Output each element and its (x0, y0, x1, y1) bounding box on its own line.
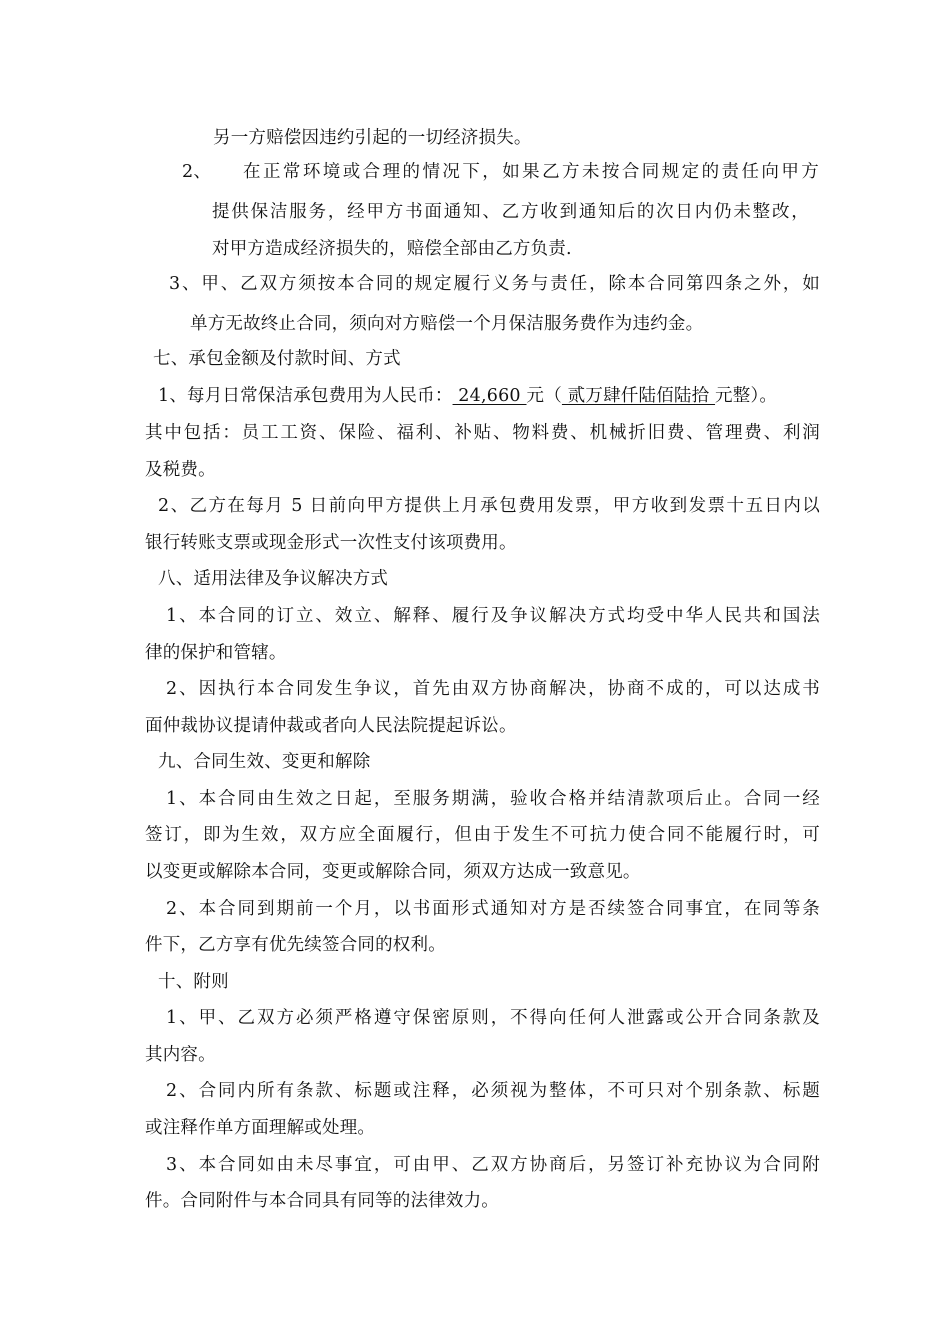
clause-9-1-line-3: 以变更或解除本合同，变更或解除合同，须双方达成一致意见。 (145, 862, 641, 882)
clause-9-2-line-2: 件下，乙方享有优先续签合同的权利。 (145, 935, 446, 955)
clause-7-1-end: 元整）。 (715, 386, 778, 406)
clause-10-2-line-2: 或注释作单方面理解或处理。 (145, 1118, 376, 1138)
clause-6-2-line-2: 提供保洁服务，经甲方书面通知、乙方收到通知后的次日内仍未整改， (212, 202, 809, 222)
section-7-heading: 七、承包金额及付款时间、方式 (153, 349, 401, 369)
clause-10-1-line-1: 1、甲、乙双方必须严格遵守保密原则，不得向任何人泄露或公开合同条款及 (166, 1008, 820, 1028)
clause-10-2-line-1: 2、合同内所有条款、标题或注释，必须视为整体，不可只对个别条款、标题 (166, 1081, 820, 1101)
section-9-heading: 九、合同生效、变更和解除 (158, 752, 371, 772)
clause-10-1-line-2: 其内容。 (145, 1045, 216, 1065)
clause-6-1-continuation: 另一方赔偿因违约引起的一切经济损失。 (213, 128, 532, 148)
clause-10-3-line-1: 3、本合同如由未尽事宜，可由甲、乙双方协商后，另签订补充协议为合同附 (166, 1155, 820, 1175)
clause-7-1-unit: 元（ (526, 386, 562, 406)
clause-7-1-line-1 (158, 384, 777, 408)
clause-9-1-line-1: 1、本合同由生效之日起，至服务期满，验收合格并结清款项后止。合同一经 (166, 789, 820, 809)
clause-6-2-line-1: 在正常环境或合理的情况下，如果乙方未按合同规定的责任向甲方 (243, 162, 819, 182)
clause-7-1-text: 1、每月日常保洁承包费用为人民币： (158, 386, 453, 406)
clause-8-1-line-2: 律的保护和管辖。 (145, 643, 287, 663)
clause-9-2-line-1: 2、本合同到期前一个月，以书面形式通知对方是否续签合同事宜，在同等条 (166, 899, 820, 919)
clause-8-1-line-1: 1、本合同的订立、效立、解释、履行及争议解决方式均受中华人民共和国法 (166, 606, 820, 626)
clause-7-2-line-2: 银行转账支票或现金形式一次性支付该项费用。 (145, 533, 517, 553)
monthly-fee-in-words: 贰万肆仟陆佰陆拾 (561, 386, 716, 406)
clause-7-1-line-2: 其中包括：员工工资、保险、福利、补贴、物料费、机械折旧费、管理费、利润 (145, 423, 820, 443)
clause-6-3-line-2: 单方无故终止合同，须向对方赔偿一个月保洁服务费作为违约金。 (190, 314, 704, 334)
clause-6-2-number: 2、 (182, 162, 212, 182)
clause-6-3-line-1: 3、甲、乙双方须按本合同的规定履行义务与责任，除本合同第四条之外，如 (169, 274, 820, 294)
monthly-fee-amount: 24,660 (452, 386, 527, 406)
clause-10-3-line-2: 件。合同附件与本合同具有同等的法律效力。 (145, 1191, 499, 1211)
clause-7-2-line-1: 2、乙方在每月 5 日前向甲方提供上月承包费用发票，甲方收到发票十五日内以 (158, 496, 820, 516)
clause-9-1-line-2: 签订，即为生效，双方应全面履行，但由于发生不可抗力使合同不能履行时，可 (145, 825, 820, 845)
clause-6-2-line-3: 对甲方造成经济损失的，赔偿全部由乙方负责. (212, 239, 572, 259)
clause-8-2-line-1: 2、因执行本合同发生争议，首先由双方协商解决，协商不成的，可以达成书 (166, 679, 820, 699)
clause-7-1-line-3: 及税费。 (145, 460, 216, 480)
section-8-heading: 八、适用法律及争议解决方式 (158, 569, 389, 589)
section-10-heading: 十、附则 (158, 972, 229, 992)
clause-8-2-line-2: 面仲裁协议提请仲裁或者向人民法院提起诉讼。 (145, 716, 517, 736)
